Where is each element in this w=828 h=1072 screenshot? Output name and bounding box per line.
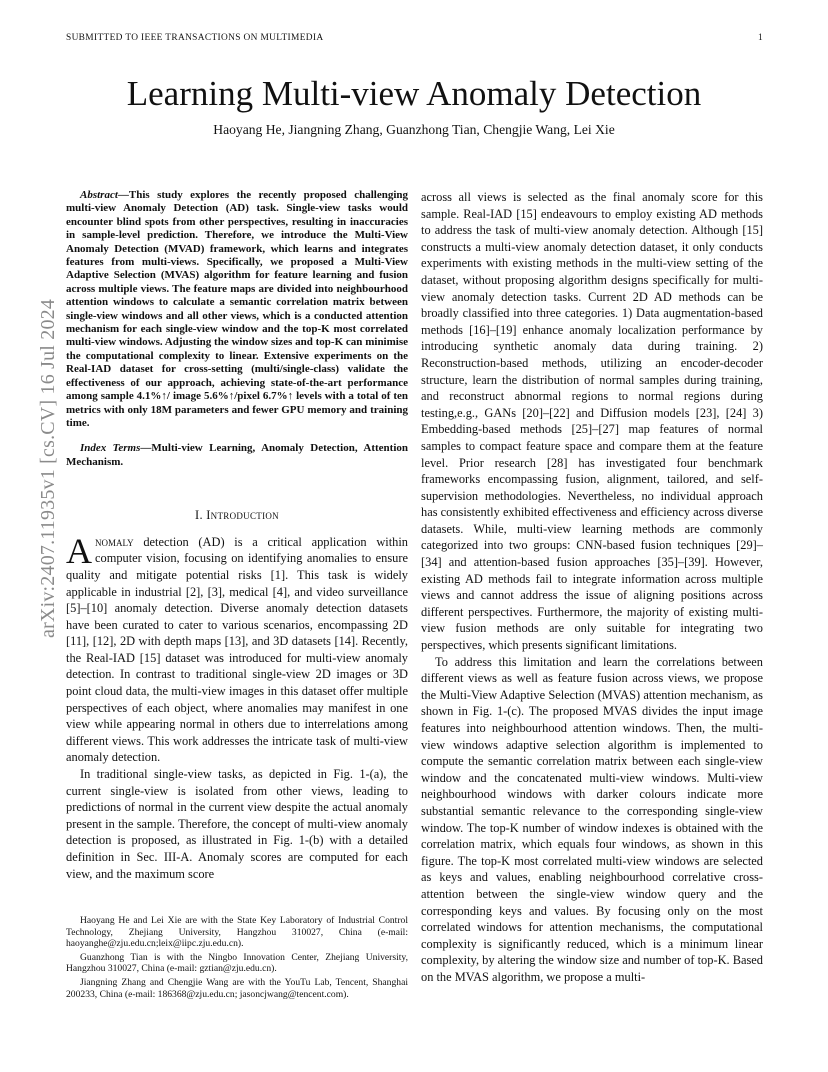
intro-paragraph-2: In traditional single-view tasks, as depicted in Fig. 1-(a), the current single-view is isolated from other views, leading to predictions of normal in the current view despite the actual anomaly present in the sample. Therefore, the concept of multi-view anomaly detection is proposed, as illustrated in Fig. 1-(b) with a detailed definition in Sec. III-A. Anomaly scores are computed for each view, and the maximum score — [66, 767, 408, 881]
index-terms-lead: Index Terms — [80, 442, 141, 455]
section-numeral: I. — [195, 508, 207, 523]
right-paragraph-1: across all views is selected as the final anomaly score for this sample. Real-IAD [15] endeavours to employ existing AD methods to address the task of multi-view anomaly detection. Although [15] constructs a multi-view anomaly detection dataset, it only conducts experiments with existing methods in the multi-view setting of the dataset, without proposing algorithm designs specifically for multi-view anomaly detection tasks. Current 2D AD methods can be broadly classified into three categories. 1) Data augmentation-based methods [16]–[19] enhance anomaly localization performance by introducing synthetic anomaly data during training. 2) Reconstruction-based methods, utilizing an encoder-decoder structure, learn the distribution of normal samples during training, and reconstruct abnormal regions to normal regions during testing,e.g., GANs [20]–[22] and Diffusion models [23], [24] 3) Embedding-based methods [25]–[27] map features of normal samples to compact feature space and compare them at the feature level. Prior research [28] has investigated four benchmark frameworks encompassing fusion, alignment, tailored, and self-supervision methodologies. Nevertheless, no individual approach has consistently exhibited effectiveness and efficiency across diverse datasets. While, multi-view learning methods are commonly categorized into two groups: CNN-based fusion techniques [29]–[34] and attention-based fusion approaches [35]–[39]. However, existing AD methods fail to integrate information across multiple views and cannot address the issue of aligning positions across different perspectives. Furthermore, the majority of existing multi-view fusion methods are only suitable for integrating two perspectives, which presents significant limitations. — [421, 190, 763, 653]
index-terms-text: —Multi-view Learning, Anomaly Detection, Attention Mechanism. — [66, 442, 408, 468]
right-column — [421, 189, 763, 986]
author-list: Haoyang He, Jiangning Zhang, Guanzhong Tian, Chengjie Wang, Lei Xie — [213, 122, 615, 137]
footnote-1: Haoyang He and Lei Xie are with the State Key Laboratory of Industrial Control Technology, Zhejiang University, Hangzhou 310027, China (e-mail: haoyanghe@zju.edu.cn;leix@iipc.zju.edu.cn). — [66, 915, 408, 950]
section-title: Introduction — [206, 508, 279, 523]
footnote-3: Jiangning Zhang and Chengjie Wang are with the YouTu Lab, Tencent, Shanghai 200233, China (e-mail: 186368@zju.edu.cn; jasoncjwang@tencent.com). — [66, 976, 408, 1000]
intro-paragraph-1 — [66, 530, 408, 766]
abstract-text: —This study explores the recently proposed challenging multi-view Anomaly Detection (AD) task. Single-view tasks would encounter blind spots from other perspectives, resulting in inaccuracies in sample-level prediction. Therefore, we introduce the Multi-View Anomaly Detection (MVAD) framework, which learns and integrates features from multi-views. Specifically, we proposed a Multi-View Adaptive Selection (MVAS) algorithm for feature learning and fusion across multiple views. The feature maps are divided into neighbourhood attention windows to calculate a semantic correlation matrix between single-view windows and all other views, which is a conducted attention mechanism for each single-view window and the top-K most correlated multi-view windows. Adjusting the window sizes and top-K can minimise the computational complexity to linear. Extensive experiments on the Real-IAD dataset for cross-setting (multi/single-class) validate the effectiveness of our approach, achieving state-of-the-art performance among sample 4.1%↑/ image 5.6%↑/pixel 6.7%↑ levels with a total of ten metrics with only 18M parameters and fewer GPU memory and training time. — [66, 189, 408, 429]
arxiv-identifier: arXiv:2407.11935v1 [cs.CV] 16 Jul 2024 — [37, 298, 59, 638]
right-paragraph-2: To address this limitation and learn the correlations between different views as well as feature fusion across views, we propose the Multi-View Adaptive Selection (MVAS) attention mechanism, as shown in Fig. 1-(c). The proposed MVAS divides the input image features into neighbourhood attention windows. Then, the multi-view windows adaptive selection algorithm is implemented to compute the semantic correlation matrix between each single-view window and the concatenated multi-view windows. Multi-view neighbourhood windows with darker colours indicate more substantial semantic relevance to the corresponding single-view window. The top-K number of window indexes is obtained with the correlation matrix, which equals four windows, as shown in this figure. The top-K most correlated multi-view windows are selected as keys and values, enabling neighbourhood correlative cross-attention between the single-view window query and the corresponding keys and values. By focusing only on the most correlated windows for attention mechanisms, the computational complexity is significantly reduced, which is a minimum linear complexity, by altering the window size and number of top-K. Based on the MVAS algorithm, we propose a multi- — [421, 654, 763, 984]
first-word-rest: nomaly — [95, 534, 134, 549]
left-column — [66, 189, 408, 882]
running-head: SUBMITTED TO IEEE TRANSACTIONS ON MULTIMEDIA — [66, 33, 324, 43]
footnotes — [66, 915, 408, 1002]
abstract — [66, 189, 408, 430]
drop-cap: A — [66, 530, 92, 571]
page-number: 1 — [758, 33, 763, 43]
footnote-2: Guanzhong Tian is with the Ningbo Innovation Center, Zhejiang University, Hangzhou 310027, China (e-mail: gztian@zju.edu.cn). — [66, 951, 408, 975]
section-heading-introduction — [66, 507, 408, 524]
abstract-lead: Abstract — [80, 189, 118, 201]
intro-paragraph-1-text: detection (AD) is a critical application within computer vision, focusing on identifying anomalies to ensure quality and mitigate potential risks [1]. This task is widely applicable in industrial [2], [3], medical [4], and video surveillance [5]–[10] anomaly detection. Diverse anomaly detection datasets have been curated to cater to various scenarios, encompassing 2D [11], [12], 2D with depth maps [13], and 3D datasets [14]. Recently, the Real-IAD [15] dataset was introduced for multi-view anomaly detection. In contrast to traditional single-view 2D images or 3D point cloud data, the multi-view images in this dataset offer multiple perspectives of each object, where anomalies may manifest in one view while appearing normal in others due to interrelations among different views. This work addresses the intricate task of multi-view anomaly detection. — [66, 534, 408, 765]
index-terms — [66, 442, 408, 469]
paper-title: Learning Multi-view Anomaly Detection — [126, 74, 702, 113]
